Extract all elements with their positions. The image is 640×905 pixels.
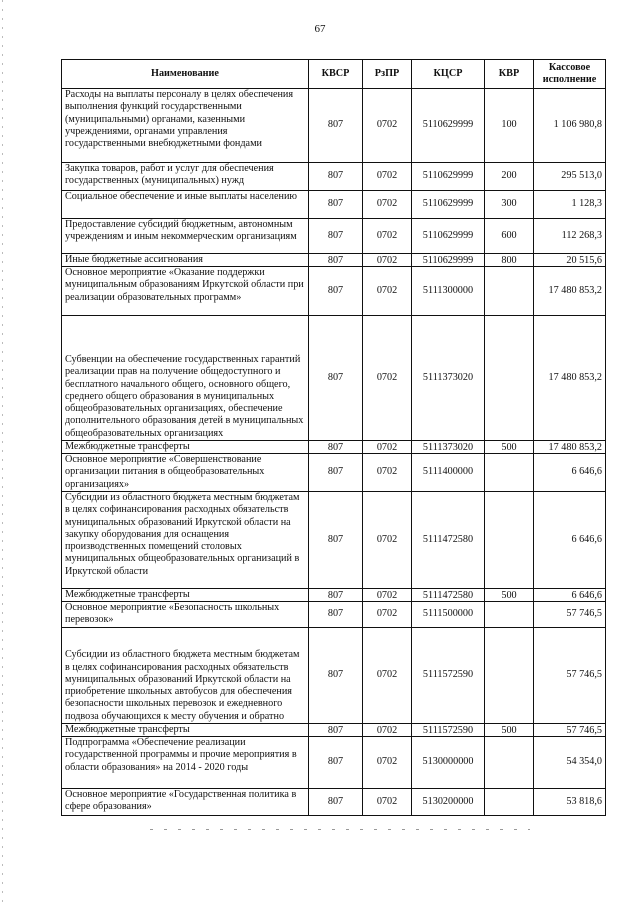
cell-kvsr: 807 [309,191,363,219]
table-row [62,737,606,789]
cell-kvsr: 807 [309,602,363,628]
cell-kcsr: 5110629999 [412,89,485,163]
cell-rzpr: 0702 [363,441,412,454]
cell-amount: 53 818,6 [534,789,606,816]
table-row [62,602,606,628]
cell-kvr [485,454,534,492]
table-header-row [62,60,606,89]
header-name: Наименование [62,60,309,89]
cell-kvsr: 807 [309,316,363,441]
cell-name: Субсидии из областного бюджета местным бюджетам в целях софинансирования расходных обязательств муниципальных образований Иркутской области на закупку оборудования для оснащения производственных помещений столовых муниципальных общеобразовательных организаций в Иркутской области [62,492,309,589]
table-row [62,163,606,191]
page-number: 67 [314,23,326,35]
cell-kvr: 100 [485,89,534,163]
table-row [62,441,606,454]
cell-kvr [485,737,534,789]
budget-table [61,59,606,816]
cell-amount: 295 513,0 [534,163,606,191]
cell-rzpr: 0702 [363,89,412,163]
cell-amount: 6 646,6 [534,454,606,492]
cell-kvr: 500 [485,441,534,454]
cell-kvsr: 807 [309,589,363,602]
cell-kvsr: 807 [309,492,363,589]
cell-amount: 20 515,6 [534,254,606,267]
cell-rzpr: 0702 [363,219,412,254]
table-row [62,724,606,737]
cell-kcsr: 5111472580 [412,589,485,602]
cell-amount: 1 128,3 [534,191,606,219]
cell-kvsr: 807 [309,219,363,254]
header-kcsr: КЦСР [412,60,485,89]
table-row [62,254,606,267]
table-row [62,789,606,816]
cell-kcsr: 5111572590 [412,724,485,737]
cell-kvsr: 807 [309,454,363,492]
cell-rzpr: 0702 [363,254,412,267]
table-row [62,492,606,589]
cell-name: Основное мероприятие «Государственная политика в сфере образования» [62,789,309,816]
cell-kvsr: 807 [309,789,363,816]
cell-rzpr: 0702 [363,589,412,602]
cell-kvr: 800 [485,254,534,267]
cell-kvr: 500 [485,589,534,602]
cell-amount: 57 746,5 [534,628,606,724]
cell-amount: 57 746,5 [534,602,606,628]
cell-kcsr: 5110629999 [412,254,485,267]
header-kvr: КВР [485,60,534,89]
cell-name: Подпрограмма «Обеспечение реализации государственной программы и прочие мероприятия в области образования» на 2014 - 2020 годы [62,737,309,789]
cell-rzpr: 0702 [363,454,412,492]
scan-edge-mark [2,0,3,905]
cell-kcsr: 5111500000 [412,602,485,628]
cell-kvsr: 807 [309,254,363,267]
cell-name: Предоставление субсидий бюджетным, автономным учреждениям и иным некоммерческим организациям [62,219,309,254]
cell-name: Межбюджетные трансферты [62,441,309,454]
cell-kcsr: 5111472580 [412,492,485,589]
cell-kvr [485,492,534,589]
cell-rzpr: 0702 [363,267,412,316]
table-row [62,89,606,163]
table-row [62,191,606,219]
cell-kvr [485,789,534,816]
cell-rzpr: 0702 [363,628,412,724]
table-row [62,628,606,724]
cell-rzpr: 0702 [363,191,412,219]
cell-rzpr: 0702 [363,492,412,589]
table-row [62,589,606,602]
cell-kvr: 600 [485,219,534,254]
cell-name: Социальное обеспечение и иные выплаты населению [62,191,309,219]
table-row [62,454,606,492]
cell-kcsr: 5111572590 [412,628,485,724]
cell-name: Расходы на выплаты персоналу в целях обеспечения выполнения функций государственными (муниципальными) органами, казенными учреждениями, органами управления государственными внебюджетными фондами [62,89,309,163]
cell-name: Межбюджетные трансферты [62,724,309,737]
cell-kvr: 500 [485,724,534,737]
cell-name: Основное мероприятие «Безопасность школьных перевозок» [62,602,309,628]
cell-amount: 17 480 853,2 [534,441,606,454]
cell-kcsr: 5110629999 [412,163,485,191]
cell-kvsr: 807 [309,441,363,454]
cell-kcsr: 5111400000 [412,454,485,492]
cell-name: Иные бюджетные ассигнования [62,254,309,267]
cell-amount: 17 480 853,2 [534,267,606,316]
cell-kvr [485,602,534,628]
cell-kcsr: 5110629999 [412,219,485,254]
cell-kcsr: 5110629999 [412,191,485,219]
table-row [62,316,606,441]
cell-rzpr: 0702 [363,737,412,789]
cell-kvr [485,628,534,724]
cell-kcsr: 5130000000 [412,737,485,789]
cell-name: Субсидии из областного бюджета местным бюджетам в целях софинансирования расходных обязательств муниципальных образований Иркутской области на приобретение школьных автобусов для обеспечения безопасности школьных перевозок и ежедневного подвоза обучающихся к месту обучения и обратно [62,628,309,724]
cell-kvsr: 807 [309,163,363,191]
cell-rzpr: 0702 [363,602,412,628]
cell-kvsr: 807 [309,89,363,163]
cell-rzpr: 0702 [363,163,412,191]
cell-amount: 112 268,3 [534,219,606,254]
cell-kvr [485,316,534,441]
cell-name: Основное мероприятие «Совершенствование организации питания в общеобразовательных организациях» [62,454,309,492]
cell-kcsr: 5111373020 [412,441,485,454]
cell-rzpr: 0702 [363,724,412,737]
cell-amount: 6 646,6 [534,589,606,602]
cell-kvr: 300 [485,191,534,219]
cell-amount: 17 480 853,2 [534,316,606,441]
cell-name: Закупка товаров, работ и услуг для обеспечения государственных (муниципальных) нужд [62,163,309,191]
cell-rzpr: 0702 [363,789,412,816]
cell-kcsr: 5111373020 [412,316,485,441]
cell-amount: 57 746,5 [534,724,606,737]
cell-amount: 54 354,0 [534,737,606,789]
cell-name: Основное мероприятие «Оказание поддержки муниципальным образованиям Иркутской области при реализации образовательных программ» [62,267,309,316]
cell-amount: 6 646,6 [534,492,606,589]
header-kvsr: КВСР [309,60,363,89]
cell-rzpr: 0702 [363,316,412,441]
table-row [62,267,606,316]
header-amount: Кассовое исполнение [534,60,606,89]
cell-kvsr: 807 [309,267,363,316]
scan-noise-line [150,829,530,830]
cell-kvsr: 807 [309,737,363,789]
cell-name: Субвенции на обеспечение государственных гарантий реализации прав на получение общедоступного и бесплатного начального общего, основного общего, среднего общего образования в муниципальных общеобразовательных организациях, обеспечение дополнительного образования детей в муниципальных общеобразовательных организациях [62,316,309,441]
cell-kcsr: 5130200000 [412,789,485,816]
cell-kvr: 200 [485,163,534,191]
cell-name: Межбюджетные трансферты [62,589,309,602]
header-rzpr: РзПР [363,60,412,89]
cell-kcsr: 5111300000 [412,267,485,316]
cell-kvsr: 807 [309,628,363,724]
cell-kvr [485,267,534,316]
cell-kvsr: 807 [309,724,363,737]
table-row [62,219,606,254]
cell-amount: 1 106 980,8 [534,89,606,163]
